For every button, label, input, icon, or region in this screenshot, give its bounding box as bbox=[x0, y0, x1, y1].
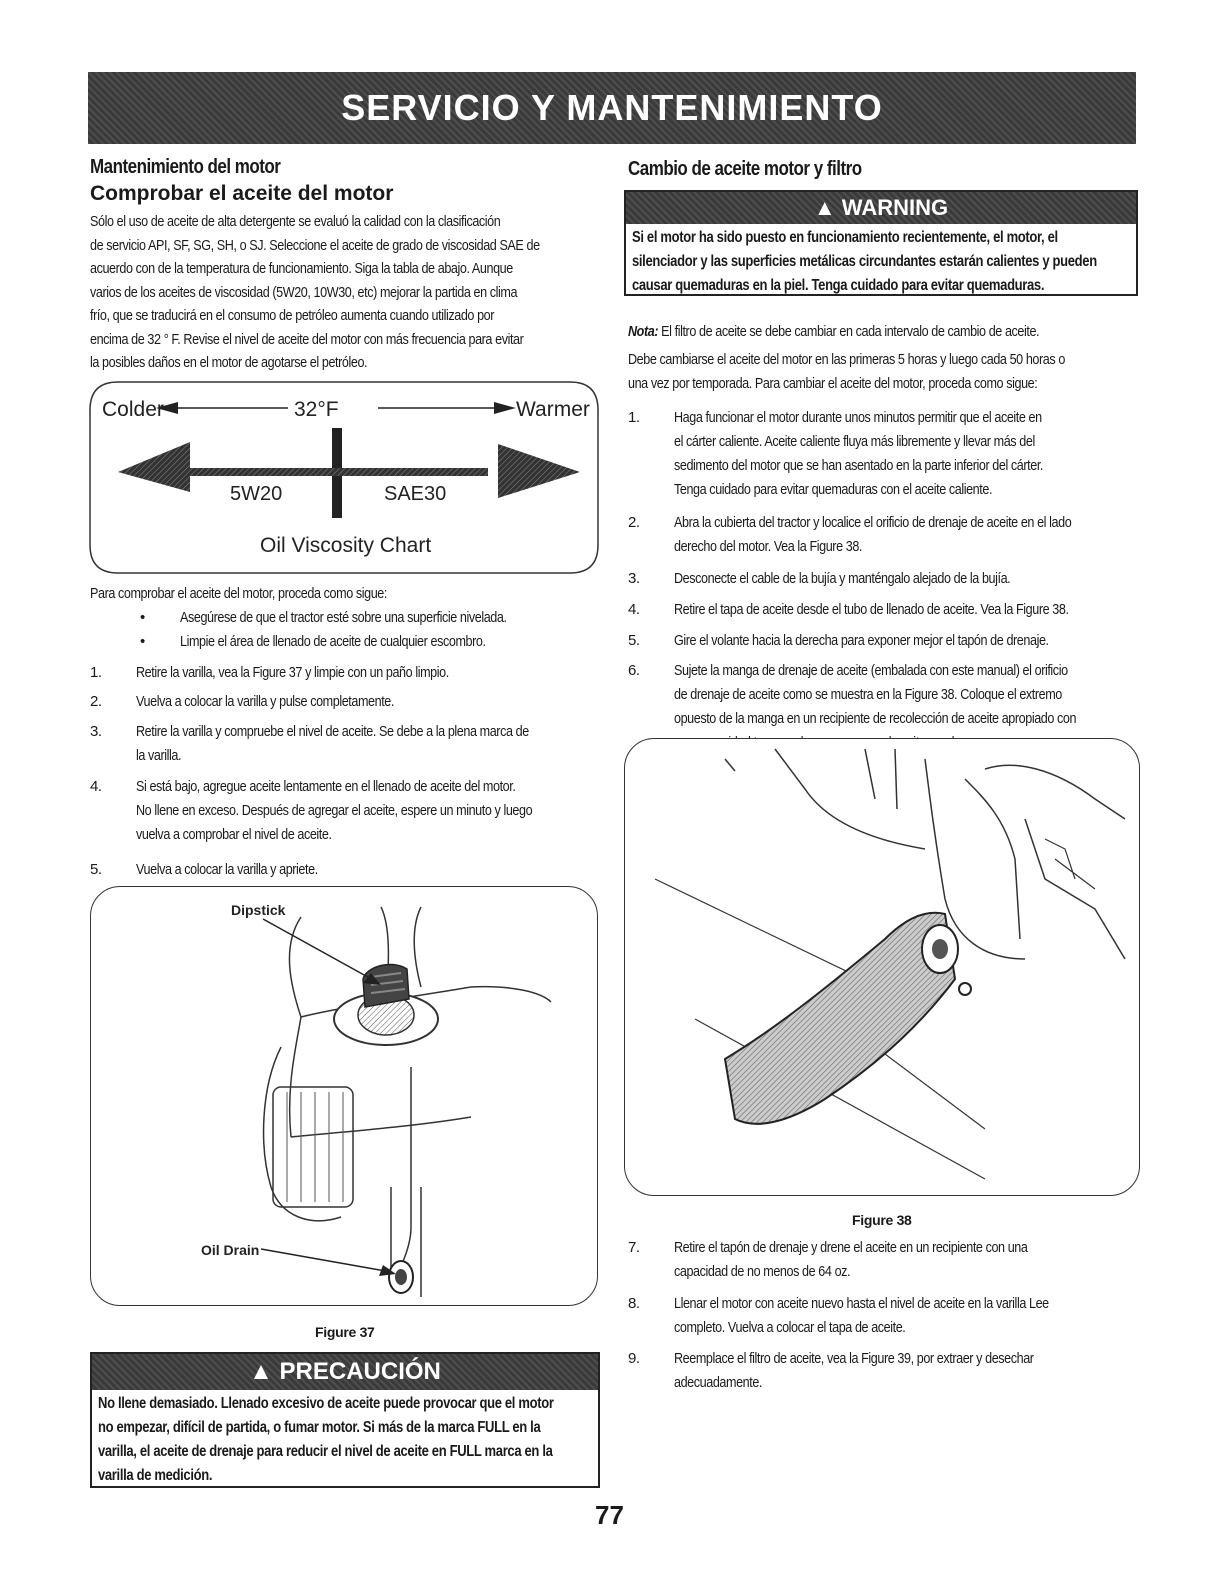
low-grade-label: 5W20 bbox=[230, 483, 283, 505]
warning-header bbox=[626, 192, 1136, 224]
temperature-label: 32°F bbox=[294, 398, 339, 421]
warmer-label: Warmer bbox=[516, 398, 590, 421]
drain-sleeve-graphic bbox=[625, 739, 1140, 1196]
intro-line: la posibles daños en el motor de agotarse el petróleo. bbox=[90, 354, 368, 371]
warning-title: WARNING bbox=[841, 195, 949, 220]
page-number: 77 bbox=[595, 1500, 624, 1530]
subtitle-check-oil: Comprobar el aceite del motor bbox=[90, 182, 394, 205]
figure-37-illustration bbox=[90, 886, 598, 1306]
intro-paragraph bbox=[90, 210, 600, 375]
page-banner: SERVICIO Y MANTENIMIENTO bbox=[88, 72, 1136, 144]
bullet-icon: • bbox=[140, 633, 145, 650]
bullet-icon: • bbox=[140, 609, 145, 626]
procedure-intro: Para comprobar el aceite del motor, proceda como sigue: bbox=[90, 585, 387, 602]
drain-sleeve-icon bbox=[725, 913, 955, 1124]
right-arrow-head bbox=[498, 444, 580, 498]
chart-title: Oil Viscosity Chart bbox=[260, 534, 432, 557]
left-arrow-head bbox=[118, 442, 190, 492]
caution-title: PRECAUCIÓN bbox=[279, 1358, 441, 1385]
warning-triangle-icon: ▲ bbox=[249, 1358, 273, 1385]
note-paragraph bbox=[628, 320, 1140, 344]
figure-37-caption: Figure 37 bbox=[315, 1324, 375, 1340]
oil-drain-label: Oil Drain bbox=[201, 1242, 260, 1258]
colder-label: Colder bbox=[102, 398, 164, 421]
caution-text: No llene demasiado. Llenado excesivo de aceite puede provocar que el motor no empezar, difícil de partida, o fumar motor. Si más de la marca FULL en la varilla, el aceite de drenaje para reducir el nivel de aceite en FULL marca en la varilla de medición. bbox=[98, 1395, 554, 1484]
intro-line: de servicio API, SF, SG, SH, o SJ. Seleccione el aceite de grado de viscosidad SAE de bbox=[90, 236, 540, 254]
warmer-arrow-head bbox=[494, 402, 516, 414]
range-bar bbox=[188, 468, 488, 476]
warning-triangle-icon: ▲ bbox=[813, 195, 836, 220]
caution-box bbox=[90, 1352, 600, 1488]
intro-line: Sólo el uso de aceite de alta detergente se evaluó la calidad con la clasificación bbox=[90, 213, 501, 230]
high-grade-label: SAE30 bbox=[384, 483, 447, 505]
section-title-oil-change: Cambio de aceite motor y filtro bbox=[628, 158, 862, 180]
oil-change-intro: Debe cambiarse el aceite del motor en las primeras 5 horas y luego cada 50 horas o una vez por temporada. Para cambiar el aceite del motor, proceda como sigue: bbox=[628, 351, 1065, 392]
dipstick-arrow-line bbox=[263, 919, 375, 981]
dipstick-label: Dipstick bbox=[231, 902, 286, 918]
dipstick-cap-icon bbox=[363, 964, 409, 1007]
viscosity-chart-graphic bbox=[88, 380, 600, 575]
intro-line: frío, que se traducirá en el consumo de petróleo aumenta cuando utilizado por bbox=[90, 307, 495, 324]
warning-box bbox=[624, 190, 1138, 296]
note-text: El filtro de aceite se debe cambiar en cada intervalo de cambio de aceite. bbox=[661, 323, 1040, 340]
warning-text: Si el motor ha sido puesto en funcionamiento recientemente, el motor, el silenciador y las superficies metálicas circundantes estarán calientes y pueden causar quemaduras en la piel. Tenga cuidado para evitar quemaduras. bbox=[632, 229, 1097, 294]
figure-38-illustration bbox=[624, 738, 1140, 1196]
intro-line: acuerdo con de la temperatura de funcionamiento. Siga la tabla de abajo. Aunque bbox=[90, 260, 513, 277]
caution-header bbox=[92, 1354, 598, 1390]
engine-dipstick-graphic bbox=[91, 887, 598, 1306]
viscosity-chart bbox=[88, 380, 600, 575]
figure-38-caption: Figure 38 bbox=[852, 1212, 912, 1228]
note-label: Nota: bbox=[628, 323, 659, 340]
intro-line: varios de los aceites de viscosidad (5W20, 10W30, etc) mejorar la partida en clima bbox=[90, 283, 518, 301]
section-title-engine-maintenance: Mantenimiento del motor bbox=[90, 156, 281, 178]
intro-line: encima de 32 ° F. Revise el nivel de aceite del motor con más frecuencia para evitar bbox=[90, 330, 524, 348]
oil-drain-arrow-line bbox=[261, 1249, 391, 1272]
